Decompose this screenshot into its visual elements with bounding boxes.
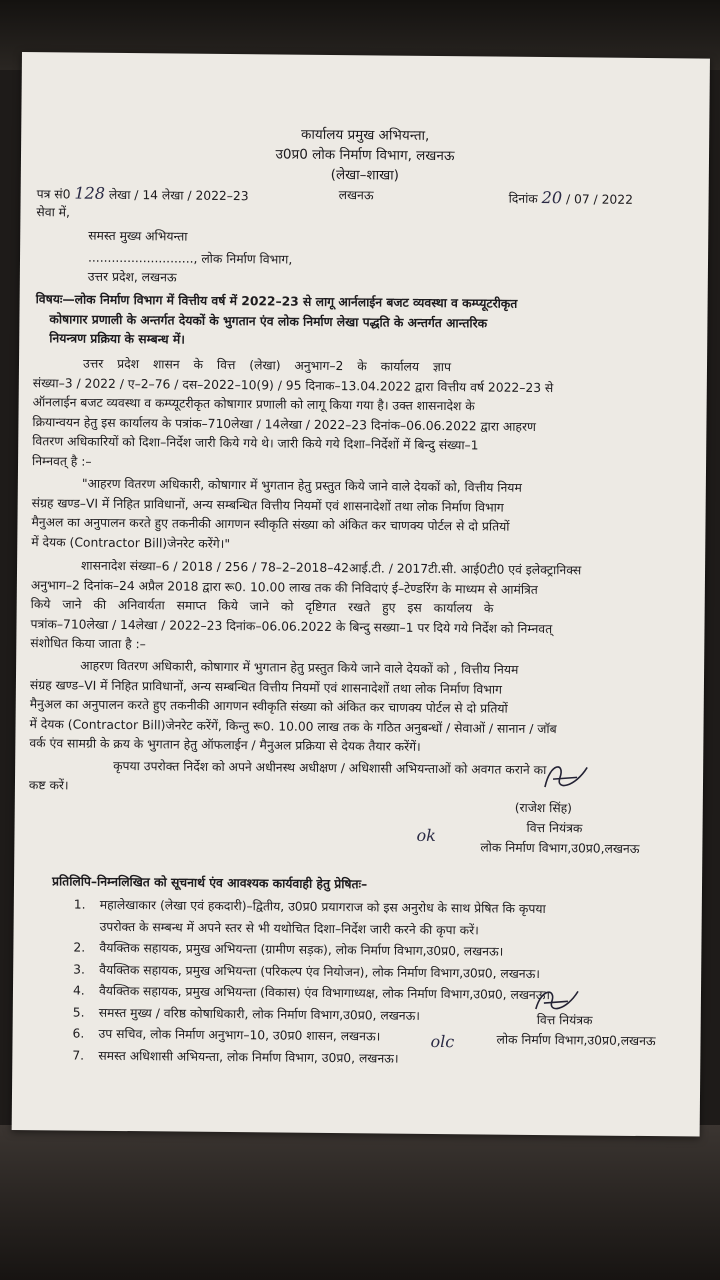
list-item: 7. समस्त अधिशासी अभियन्ता, लोक निर्माण विभाग, उ0प्र0, लखनऊ। xyxy=(72,1048,399,1066)
place: लखनऊ xyxy=(338,188,374,203)
paragraph-line: पत्रांक–710लेखा / 14लेखा / 2022–23 दिनांक–06.06.2022 के बिन्दु सख्या–1 पर दिये गये निर्देश को निम्नवत् xyxy=(30,616,553,636)
paragraph-line: क्रियान्वयन हेतु इस कार्यालय के पत्रांक–710लेखा / 14लेखा / 2022–23 दिनांक–06.06.2022 द्वारा आहरण xyxy=(32,414,536,434)
handwritten-initials-2: olc xyxy=(430,1031,455,1052)
date-handwritten-day: 20 xyxy=(541,187,563,208)
paragraph-line: उत्तर प्रदेश शासन के वित्त (लेखा) अनुभाग–2 के कार्यालय ज्ञाप xyxy=(82,356,452,375)
salutation: सेवा में, xyxy=(36,205,71,220)
signature-scribble xyxy=(535,757,595,798)
letter-date xyxy=(509,188,634,208)
signatory-designation-2: वित्त नियंत्रक xyxy=(536,1012,593,1028)
subject-line: विषयः—लोक निर्माण विभाग में वित्तीय वर्ष में 2022–23 से लागू आर्नलाईन बजट व्यवस्था व कम्प्यूटरीकृत xyxy=(35,292,518,311)
subject-line: नियन्त्रण प्रक्रिया के सम्बन्ध में। xyxy=(49,331,185,347)
paragraph-line: शासनादेश संख्या–6 / 2018 / 256 / 78–2–2018–42आई.टी. / 2017टी.सी. आई0टी0 एवं इलेक्ट्रानिक्स xyxy=(81,558,582,578)
quote-line: में देयक (Contractor Bill)जेनरेट करेंगे।" xyxy=(31,534,231,551)
reference-handwritten-number: 128 xyxy=(74,183,106,203)
signatory-name: (राजेश सिंह) xyxy=(514,800,573,816)
quoted-instruction-1 xyxy=(31,474,684,559)
paragraph-line: ऑनलाईन बजट व्यवस्था व कम्प्यूटरीकृत कोषागार प्रणाली को लागू किया गया है। उक्त शासनादेश के xyxy=(32,395,475,414)
quote-line: मैनुअल का अनुपालन करते हुए तकनीकी आगणन स्वीकृति संख्या को अंकित कर चाणक्य पोर्टल से दो प्रतियों xyxy=(31,515,510,534)
reference-label: पत्र सं0 xyxy=(36,187,71,202)
quoted-instruction-2 xyxy=(29,656,682,760)
paragraph-line: संख्या–3 / 2022 / ए–2–76 / दस–2022–10(9) / 95 दिनाक–13.04.2022 द्वारा वित्तीय वर्ष 2022–23 से xyxy=(32,375,554,395)
addressee-line-2: ..........................., लोक निर्माण विभाग, xyxy=(87,250,293,267)
list-item: 1. महालेखाकार (लेखा एवं हकदारी)–द्वितीय, उ0प्र0 प्रयागराज को इस अनुरोध के साथ प्रेषित कि कृपया xyxy=(73,897,546,917)
section-name: (लेखा–शाखा) xyxy=(330,166,400,184)
paragraph-2 xyxy=(30,556,683,660)
document-page xyxy=(12,52,710,1137)
addressee-line-1: समस्त मुख्य अभियन्ता xyxy=(88,228,188,244)
quote-line: वर्क एंव सामग्री के क्रय के भुगतान हेतु ऑफलाईन / मैनुअल प्रक्रिया से देयक तैयार करेंगें। xyxy=(29,736,421,755)
quote-line: संग्रह खण्ड–VI में निहित प्राविधानों, अन्य सम्बन्धित वित्तीय नियमों एवं शासनादेशों तथा लोक निर्माण विभाग xyxy=(29,677,503,697)
paragraph-line: कष्ट करें। xyxy=(28,777,69,793)
list-item: 3. वैयक्तिक सहायक, प्रमुख अभियन्ता (परिकल्प एंव नियोजन), लोक निर्माण विभाग,उ0प्र0, लखनऊ। xyxy=(73,962,541,981)
addressee-line-3: उत्तर प्रदेश, लखनऊ xyxy=(87,269,177,285)
quote-line: में देयक (Contractor Bill)जेनरेट करेंगें, किन्तु रू0. 10.00 लाख तक के गठित अनुबन्धों / सेवाओं / सानान / जॉब xyxy=(29,716,557,736)
list-item: 2. वैयक्तिक सहायक, प्रमुख अभियन्ता (ग्रामीण सड़क), लोक निर्माण विभाग,उ0प्र0, लखनऊ। xyxy=(73,940,504,959)
department-name: उ0प्र0 लोक निर्माण विभाग, लखनऊ xyxy=(275,146,455,165)
list-item-continuation: उपरोक्त के सम्बन्ध में अपने स्तर से भी यथोचित दिशा–निर्देश जारी करने की कृपा करें। xyxy=(99,919,479,937)
paragraph-1 xyxy=(32,354,685,478)
background-bottom xyxy=(0,1125,720,1280)
list-item: 6. उप सचिव, लोक निर्माण अनुभाग–10, उ0प्र0 शासन, लखनऊ। xyxy=(72,1026,381,1044)
signatory-designation: वित्त नियंत्रक xyxy=(526,820,583,836)
copy-heading: प्रतिलिपि–निम्नलिखित को सूचनार्थ एंव आवश्यक कार्यवाही हेतु प्रेषितः– xyxy=(51,874,368,892)
quote-line: मैनुअल का अनुपालन करते हुए तकनीकी आगणन स्वीकृति संख्या को अंकित कर चाणक्य पोर्टल से दो प्रतियों xyxy=(29,697,508,716)
date-label: दिनांक xyxy=(508,191,538,206)
quote-line: आहरण वितरण अधिकारी, कोषागार में भुगतान हेतु प्रस्तुत किये जाने वाले देयकों को , वित्तीय नियम xyxy=(80,658,519,677)
signatory-office-2: लोक निर्माण विभाग,उ0प्र0,लखनऊ xyxy=(496,1032,656,1049)
handwritten-initials: ok xyxy=(416,825,436,846)
reference-number-rest: लेखा / 14 लेखा / 2022–23 xyxy=(108,187,249,204)
paragraph-line: संशोधित किया जाता है :– xyxy=(30,636,146,652)
office-name: कार्यालय प्रमुख अभियन्ता, xyxy=(300,126,430,144)
paragraph-line: किये जाने की अनिवार्यता समाप्त किये जाने को दृष्टिगत रखते हुए इस कार्यालय के xyxy=(30,597,494,616)
list-item: 5. समस्त मुख्य / वरिष्ठ कोषाधिकारी, लोक निर्माण विभाग,उ0प्र0, लखनऊ। xyxy=(72,1005,421,1023)
subject-block xyxy=(35,290,686,355)
paragraph-line: निम्नवत् है :– xyxy=(32,454,92,469)
quote-line: "आहरण वितरण अधिकारी, कोषागार में भुगतान हेतु प्रस्तुत किये जाने वाले देयकों को, वित्तीय नियम xyxy=(81,476,522,495)
paragraph-line: अनुभाग–2 दिनांक–24 अप्रैल 2018 द्वारा रू0. 10.00 लाख तक की निविदाएं ई–टेण्डरिंग के माध्यम से आमंत्रित xyxy=(30,577,538,597)
subject-line: कोषागार प्रणाली के अन्तर्गत देयकों के भुगतान एंव लोक निर्माण लेखा पद्धति के अन्तर्गत आन्तरिक xyxy=(49,311,488,331)
list-item: 4. वैयक्तिक सहायक, प्रमुख अभियन्ता (विकास) एंव विभागाध्यक्ष, लोक निर्माण विभाग,उ0प्र0, लखनऊ। xyxy=(72,983,551,1003)
paragraph-line: वितरण अधिकारियों को दिशा–निर्देश जारी किये गये थे। जारी किये गये दिशा–निर्देशों में बिन्दु संख्या–1 xyxy=(32,434,479,453)
paragraph-line: कृपया उपरोक्त निर्देश को अपने अधीनस्थ अधीक्षण / अधिशासी अभियन्ताओं को अवगत कराने का xyxy=(113,758,547,778)
reference-number xyxy=(37,183,249,204)
quote-line: संग्रह खण्ड–VI में निहित प्राविधानों, अन्य सम्बन्धित वित्तीय नियमों एवं शासनादेशों तथा लोक निर्माण विभाग xyxy=(31,495,504,515)
date-rest: / 07 / 2022 xyxy=(565,192,634,207)
signatory-office: लोक निर्माण विभाग,उ0प्र0,लखनऊ xyxy=(480,840,640,856)
